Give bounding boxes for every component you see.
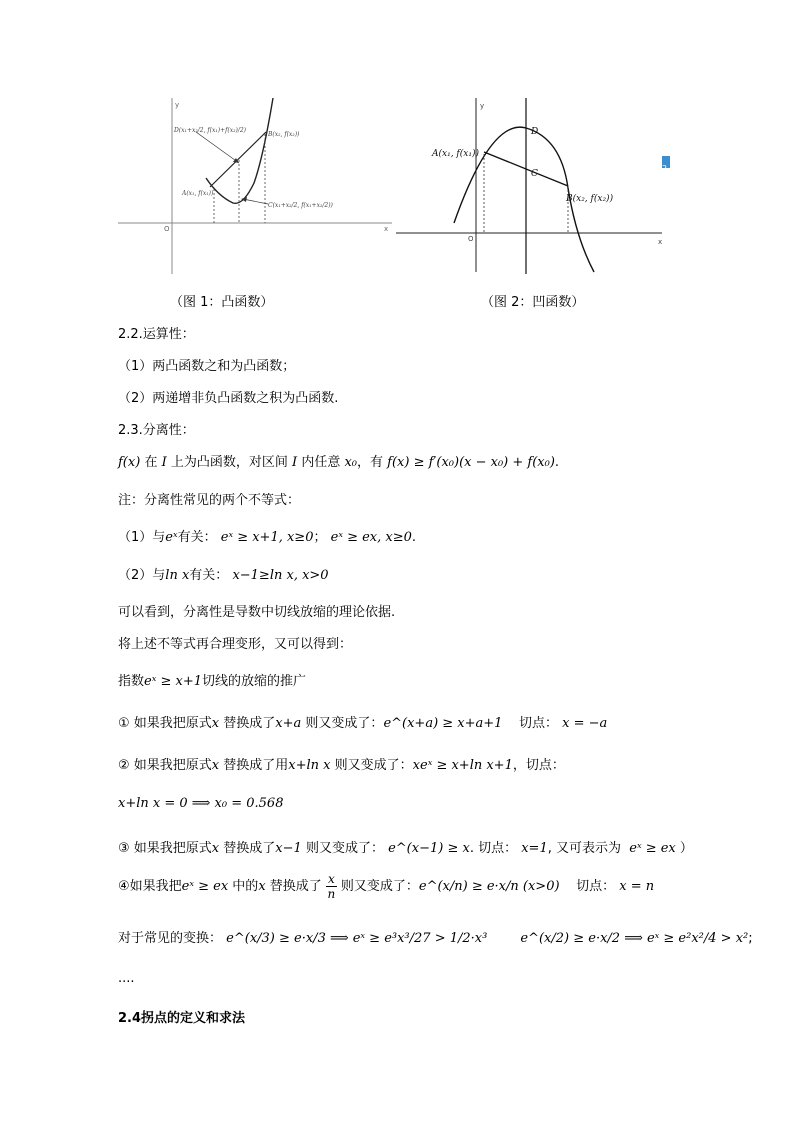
- fig2-y-label: y: [480, 102, 485, 110]
- fig1-y-label: y: [175, 101, 180, 109]
- fig1-curve: [206, 98, 273, 203]
- fig2-label-A: A(x₁, f(x₁)): [432, 149, 479, 159]
- section-2-2-title: 2.2.运算性：: [118, 327, 195, 342]
- side-marker: 2: [662, 156, 670, 168]
- fig2-label-D: D: [531, 127, 539, 137]
- para-1: 可以看到，分离性是导数中切线放缩的理论依据.: [118, 605, 396, 620]
- note-item2: （2）与ln x有关： x−1≥ln x, x>0: [118, 568, 329, 583]
- section-2-4-title: 2.4拐点的定义和求法: [118, 1011, 246, 1026]
- fig1-label-B: B(x₂, f(x₂)): [268, 131, 300, 138]
- note-title: 注：分离性常见的两个不等式：: [118, 493, 301, 508]
- fig2-caption: （图 2：凹函数）: [481, 295, 585, 310]
- item-3: ③ 如果我把原式x 替换成了x−1 则又变成了： e^(x−1) ≥ x. 切点： x=1, 又可表示为 eˣ ≥ ex ）: [118, 841, 693, 856]
- fig1-label-A: A(x₁, f(x₁)): [182, 190, 214, 197]
- para-2: 将上述不等式再合理变形，又可以得到：: [118, 637, 353, 652]
- item-1: ① 如果我把原式x 替换成了x+a 则又变成了：e^(x+a) ≥ x+a+1 切点： x = −a: [118, 716, 608, 731]
- separation-statement: f(x) 在 I 上为凸函数，对区间 I 内任意 x₀，有 f(x) ≥ f′(x₀)(x − x₀) + f(x₀).: [118, 455, 560, 470]
- item-2-solution: x+ln x = 0 ⟹ x₀ = 0.568: [118, 796, 284, 811]
- section-2-3-title: 2.3.分离性：: [118, 423, 195, 438]
- figure-convex: [118, 98, 396, 278]
- fig1-label-C: C(x₁+x₂/2, f(x₁+x₂/2)): [268, 202, 333, 209]
- fig1-origin-label: O: [164, 225, 170, 233]
- fig1-label-D: D(x₁+x₂/2, f(x₁)+f(x₂)/2): [174, 127, 246, 134]
- fig2-origin-label: O: [468, 235, 474, 243]
- ellipsis: ....: [118, 971, 135, 986]
- heading-generalization: 指数eˣ ≥ x+1切线的放缩的推广: [118, 674, 306, 689]
- item-2: ② 如果我把原式x 替换成了用x+ln x 则又变成了：xeˣ ≥ x+ln x+1，切点：: [118, 758, 565, 773]
- section-2-2-item1: （1）两凸函数之和为凸函数；: [118, 359, 296, 374]
- fig1-caption: （图 1：凸函数）: [170, 295, 274, 310]
- figure-concave: [396, 98, 666, 274]
- common-transform: 对于常见的变换： e^(x/3) ≥ e·x/3 ⟹ eˣ ≥ e³x³/27 > 1/2·x³ e^(x/2) ≥ e·x/2 ⟹ eˣ ≥ e²x²/4 > x²;: [118, 931, 753, 946]
- fig1-chord: [210, 132, 266, 187]
- section-2-2-item2: （2）两递增非负凸函数之积为凸函数.: [118, 391, 339, 406]
- fig1-x-label: x: [384, 225, 389, 233]
- note-item1: （1）与eˣ有关： eˣ ≥ x+1, x≥0； eˣ ≥ ex, x≥0.: [118, 530, 417, 545]
- fig2-x-label: x: [658, 238, 663, 246]
- fig2-label-B: B(x₂, f(x₂)): [566, 194, 614, 204]
- item-4: ④如果我把eˣ ≥ ex 中的x 替换成了 $\frac{x}{n}$ 则又变成了：e^(x/n) ≥ e·x/n (x>0) 切点： x = n: [118, 872, 655, 901]
- fig2-label-C: C: [531, 169, 538, 179]
